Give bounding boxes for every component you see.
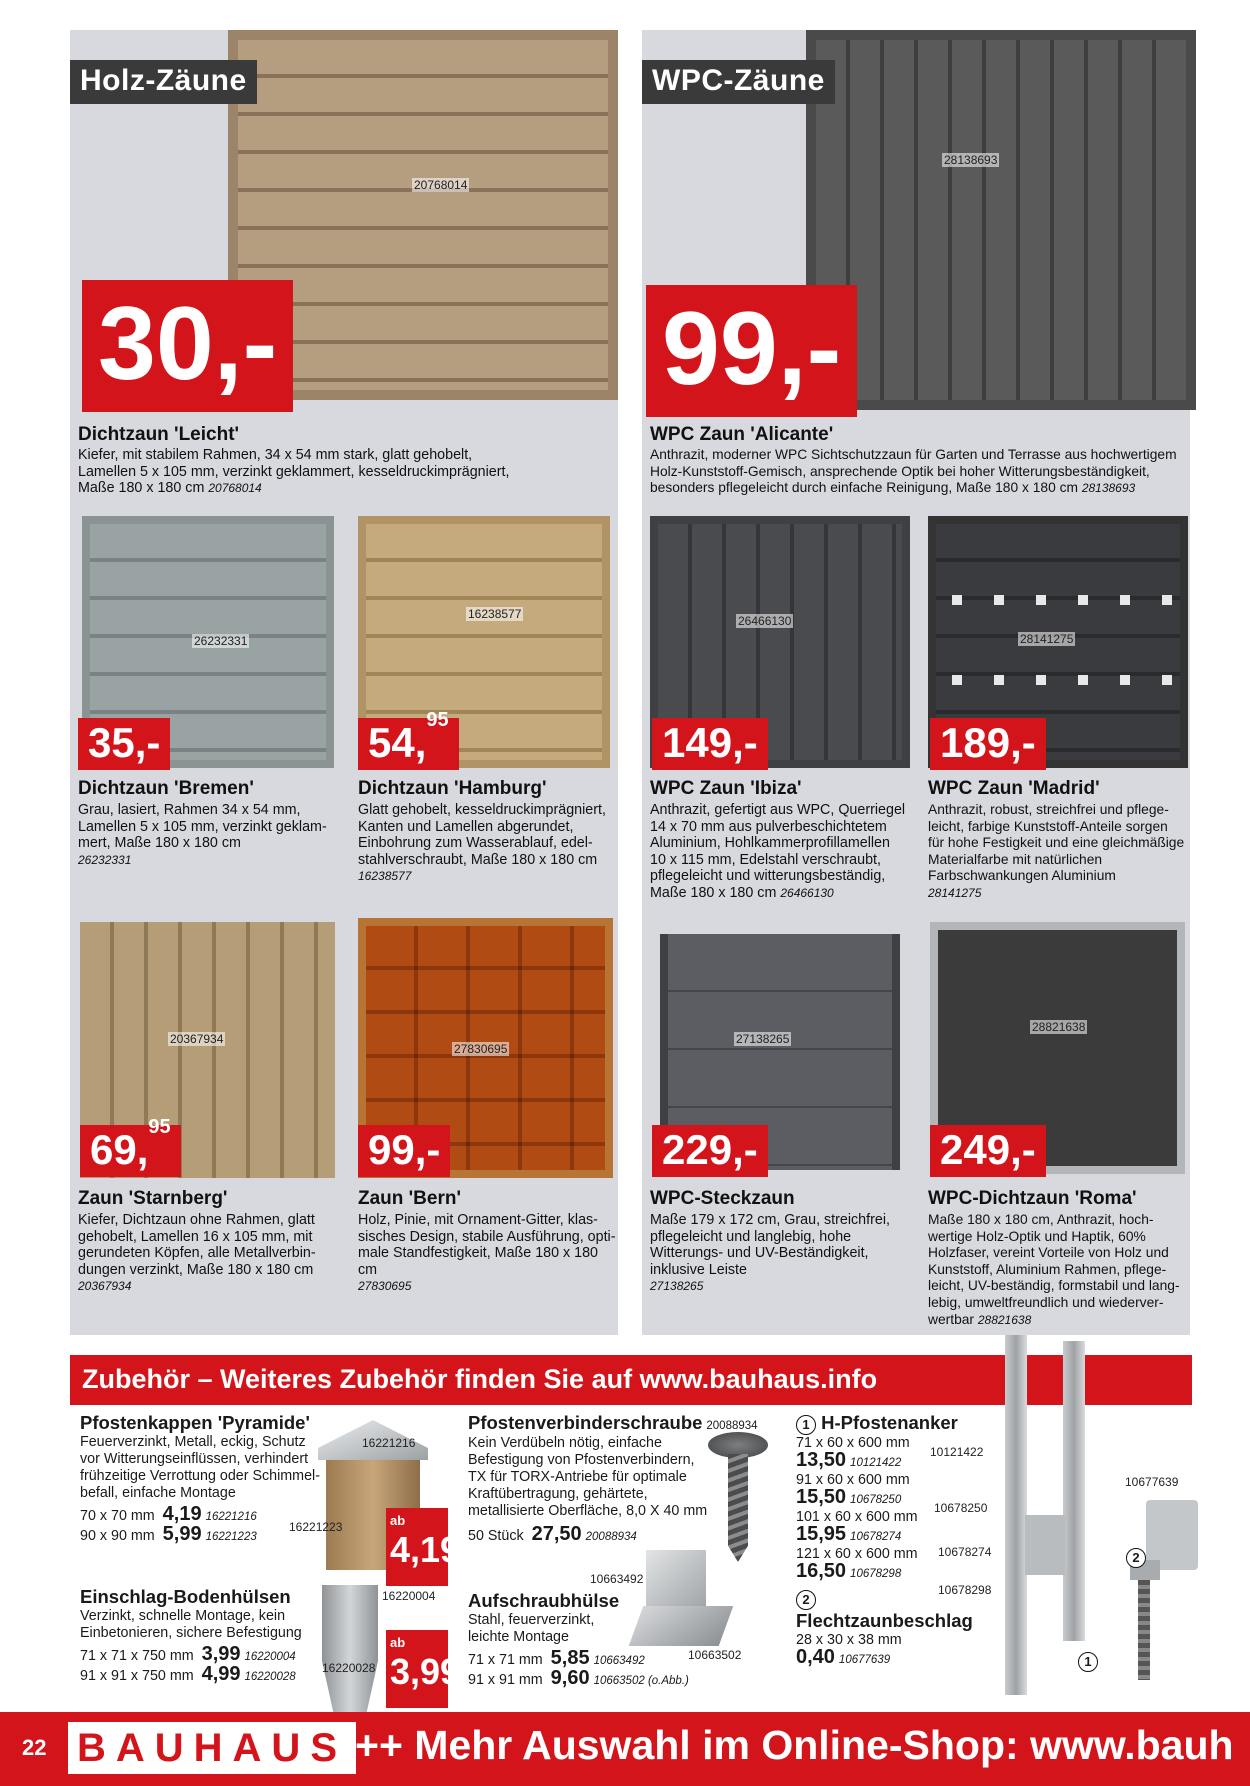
madrid-title: WPC Zaun 'Madrid': [928, 778, 1100, 799]
hamburg-code: 16238577: [468, 607, 522, 621]
leicht-price: 30,-: [82, 280, 293, 412]
madrid-desc: Anthrazit, robust, streichfrei und pflege- leicht, farbige Kunststoff-Anteile sorgen für hohe Festigkeit und eine gleichmäßige Materialfarbe mit natürlichen Farbschwankungen Aluminium 28141275: [928, 802, 1185, 900]
flecht-title: Flechtzaunbeschlag: [796, 1610, 973, 1631]
leicht-desc: Kiefer, mit stabilem Rahmen, 34 x 54 mm stark, glatt gehobelt, Lamellen 5 x 105 mm, verzinkt geklammert, kesseldruckimprägniert, Maße 180 x 180 cm 20768014: [78, 447, 510, 497]
schraube-title: Pfostenverbinderschraube: [468, 1412, 703, 1433]
schraube-block: Pfostenverbinderschraube 20088934 Kein Verdübeln nötig, einfache Befestigung von Pfostenverbindern, TX für TORX-Antriebe für optimale Kraftübertragung, gehärtete, metallisierte Oberfläche, 8,0 X 40 mm 50 Stück 27,50 20088934: [468, 1412, 758, 1545]
pfostenkappe-code-2: 16221223: [289, 1520, 343, 1534]
alicante-title: WPC Zaun 'Alicante': [650, 424, 834, 445]
holz-category-label: Holz-Zäune: [70, 60, 257, 104]
bern-desc: Holz, Pinie, mit Ornament-Gitter, klas- sisches Design, stabile Ausführung, opti- male Standfestigkeit, Maße 180 x 180 cm 27830695: [358, 1212, 616, 1294]
starnberg-title: Zaun 'Starnberg': [78, 1188, 228, 1209]
alicante-desc: Anthrazit, moderner WPC Sichtschutzzaun für Garten und Terrasse aus hochwertigem Holz-Kunststoff-Gemisch, ansprechende Optik bei hoher Witterungsbeständigkeit, besonders pflegeleicht durch einfache Reinigung, Maße 180 x 180 cm 28138693: [650, 447, 1177, 496]
alicante-code: 28138693: [944, 153, 998, 167]
ibiza-price: 149,-: [652, 718, 768, 770]
bremen-title: Dichtzaun 'Bremen': [78, 778, 254, 799]
madrid-accent-dots: [936, 675, 1180, 685]
starnberg-desc: Kiefer, Dichtzaun ohne Rahmen, glatt gehobelt, Lamellen 16 x 105 mm, mit gerundeten Köpfen, alle Metallverbin- dungen verzinkt, Maße 180 x 180 cm 20367934: [78, 1212, 316, 1294]
aufschraub-block: Aufschraubhülse Stahl, feuerverzinkt, leichte Montage 71 x 71 mm 5,85 10663492 91 x 91 mm 9,60 10663502 (o.Abb.): [468, 1590, 768, 1690]
h-anker-title: H-Pfostenanker: [821, 1412, 958, 1433]
aufschraub-title: Aufschraubhülse: [468, 1590, 620, 1611]
bodenhuelse-code-2: 16220028: [322, 1661, 376, 1675]
flecht-code: 10677639: [1125, 1475, 1179, 1489]
leicht-title: Dichtzaun 'Leicht': [78, 424, 240, 445]
ibiza-desc: Anthrazit, gefertigt aus WPC, Querriegel 14 x 70 mm aus pulverbeschichtetem Aluminium, Hohlkammerprofillamellen 10 x 115 mm, Edelstahl verschraubt, pflegeleicht und witterungsbeständig, Maße 180 x 180 cm 26466130: [650, 802, 906, 901]
marker-2-icon: 2: [1126, 1548, 1146, 1568]
marker-1-icon: 1: [796, 1415, 816, 1435]
h-anker-code-4: 10678298: [938, 1583, 992, 1597]
schraube-image[interactable]: [708, 1432, 768, 1562]
marker-2-icon: 2: [796, 1590, 816, 1610]
bodenhuelsen-title: Einschlag-Bodenhülsen: [80, 1586, 291, 1607]
bodenhuelse-code-1: 16220004: [382, 1589, 436, 1603]
bodenhuelsen-block: Einschlag-Bodenhülsen Verzinkt, schnelle Montage, kein Einbetonieren, sichere Befestigung 71 x 71 x 750 mm 3,99 16220004 91 x 91 x 750 mm 4,99 16220028: [80, 1586, 400, 1686]
marker-1-icon: 1: [1078, 1652, 1098, 1672]
h-anker-code-1: 10121422: [930, 1445, 984, 1459]
alicante-image[interactable]: [806, 30, 1196, 410]
pfostenkappen-title: Pfostenkappen 'Pyramide': [80, 1412, 310, 1433]
aufschraubhuelse-image[interactable]: [636, 1550, 726, 1646]
ibiza-title: WPC Zaun 'Ibiza': [650, 778, 802, 799]
page-number: 22: [22, 1735, 47, 1760]
pfostenkappen-ab-price: ab 4,19: [386, 1508, 448, 1586]
bern-price: 99,-: [358, 1125, 450, 1177]
hamburg-desc: Glatt gehobelt, kesseldruckimprägniert, Kanten und Lamellen abgerundet, Einbohrung zum Wasserablauf, edel- stahlverschraubt, Maße 180 x 180 cm 16238577: [358, 802, 606, 884]
roma-price: 249,-: [930, 1125, 1046, 1177]
starnberg-price: 69,95: [80, 1125, 181, 1177]
h-anker-block: 1 H-Pfostenanker 71 x 60 x 600 mm 13,50 10121422 91 x 60 x 600 mm 15,50 10678250 101 x 60 x 600 mm 15,95 10678274 121 x 60 x 600 mm 16,50 10678298 2 Flechtzaunbeschlag 28 x 30 x 38 mm 0,40 10677639: [796, 1412, 973, 1668]
steckzaun-title: WPC-Steckzaun: [650, 1188, 795, 1209]
footer-shop-text[interactable]: ++ Mehr Auswahl im Online-Shop: www.bauh: [355, 1722, 1234, 1768]
h-pfostenanker-image[interactable]: [1005, 1335, 1097, 1695]
bodenhuelsen-ab-price: ab 3,99: [386, 1630, 448, 1708]
steckzaun-desc: Maße 179 x 172 cm, Grau, streichfrei, pflegeleicht und langlebig, hohe Witterungs- und UV-Beständigkeit, inklusive Leiste 27138265: [650, 1212, 890, 1294]
madrid-accent-dots: [936, 595, 1180, 605]
aufschraub-code-2: 10663502: [688, 1648, 742, 1662]
roma-title: WPC-Dichtzaun 'Roma': [928, 1188, 1137, 1209]
alicante-price: 99,-: [646, 285, 857, 417]
pfostenkappen-block: Pfostenkappen 'Pyramide' Feuerverzinkt, Metall, eckig, Schutz vor Witterungseinflüssen, verhindert frühzeitige Verrottung oder Schimmel- befall, einfache Montage 70 x 70 mm 4,19 16221216 90 x 90 mm 5,99 16221223: [80, 1412, 400, 1546]
bern-code: 27830695: [454, 1042, 508, 1056]
leicht-code: 20768014: [414, 178, 468, 192]
ibiza-code: 26466130: [738, 614, 792, 628]
hamburg-price: 54,95: [358, 718, 459, 770]
starnberg-code: 20367934: [170, 1032, 224, 1046]
roma-desc: Maße 180 x 180 cm, Anthrazit, hoch- wertige Holz-Optik und Haptik, 60% Holzfaser, vereint Vorteile von Holz und Kunststoff, Aluminium Rahmen, pflege- leicht, UV-beständig, formstabil und lang- lebig, umweltfreundlich und wiederver- wertbar 28821638: [928, 1212, 1180, 1327]
pfostenkappe-code-1: 16221216: [362, 1436, 416, 1450]
hamburg-title: Dichtzaun 'Hamburg': [358, 778, 547, 799]
bauhaus-logo[interactable]: BAUHAUS: [68, 1722, 356, 1774]
h-anker-code-2: 10678250: [934, 1501, 988, 1515]
flechtzaun-bracket-image[interactable]: [1130, 1500, 1200, 1680]
bern-title: Zaun 'Bern': [358, 1188, 461, 1209]
aufschraub-code-1: 10663492: [590, 1572, 644, 1586]
bremen-desc: Grau, lasiert, Rahmen 34 x 54 mm, Lamellen 5 x 105 mm, verzinkt geklam- mert, Maße 180 x 180 cm 26232331: [78, 802, 327, 867]
h-anker-code-3: 10678274: [938, 1545, 992, 1559]
bremen-price: 35,-: [78, 718, 170, 770]
madrid-code: 28141275: [1020, 632, 1074, 646]
roma-code: 28821638: [1032, 1020, 1086, 1034]
madrid-price: 189,-: [930, 718, 1046, 770]
wpc-category-label: WPC-Zäune: [642, 60, 835, 104]
steckzaun-price: 229,-: [652, 1125, 768, 1177]
accessories-banner[interactable]: Zubehör – Weiteres Zubehör finden Sie auf www.bauhaus.info: [70, 1355, 1192, 1405]
bremen-code: 26232331: [194, 634, 248, 648]
steckzaun-code: 27138265: [736, 1032, 790, 1046]
